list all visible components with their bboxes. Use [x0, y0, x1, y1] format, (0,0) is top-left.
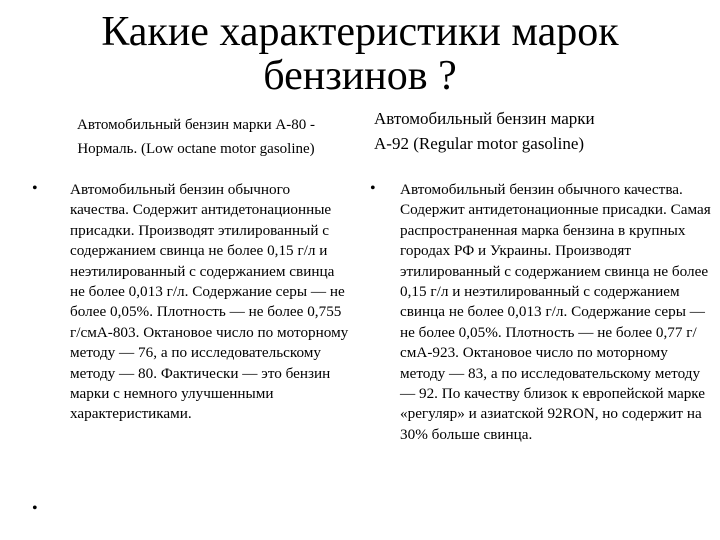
left-empty-bullet: • [32, 500, 38, 517]
right-column-text: Автомобильный бензин обычного качества. Содержит антидетонационные присадки. Самая распространенная марка бензина в крупных городах РФ и Украины. Производят этилированный с содержанием свинца не более 0,15 г/л и неэтилированный с содержанием свинца не более 0,013 г/л. Содержание серы — не более 0,05%. Плотность — не более 0,77 г/смА-923. Октановое число по моторному методу — 83, а по исследовательскому методу — 92. По качеству близок к европейской марке «регуляр» и азиатской 92RON, но содержит на 30% больше свинца. [400, 181, 711, 443]
slide-title [60, 10, 660, 98]
left-heading-line-2: Нормаль. (Low octane motor gasoline) [77, 141, 315, 157]
right-bullet: • [370, 180, 376, 197]
left-heading-line-1: Автомобильный бензин марки А-80 - [76, 117, 315, 133]
left-bullet: • [32, 180, 38, 197]
slide-title-line-1: Какие характеристики марок [101, 9, 619, 55]
right-column-heading [374, 106, 674, 156]
left-column-text: Автомобильный бензин обычного качества. Содержит антидетонационные присадки. Производят этилированный с содержанием свинца не более 0,15 г/л и неэтилированный с содержанием свинца не более 0,013 г/л. Содержание серы — не более 0,05%. Плотность — не более 0,755 г/смА-803. Октановое число по моторному методу — 76, а по исследовательскому методу — 80. Фактически — это бензин марки с немного улучшенными характеристиками. [70, 181, 349, 423]
slide-title-line-2: бензинов ? [263, 53, 457, 99]
right-heading-line-2: А-92 (Regular motor gasoline) [374, 134, 585, 153]
left-column-heading [46, 113, 346, 161]
right-heading-line-1: Автомобильный бензин марки [374, 109, 595, 128]
